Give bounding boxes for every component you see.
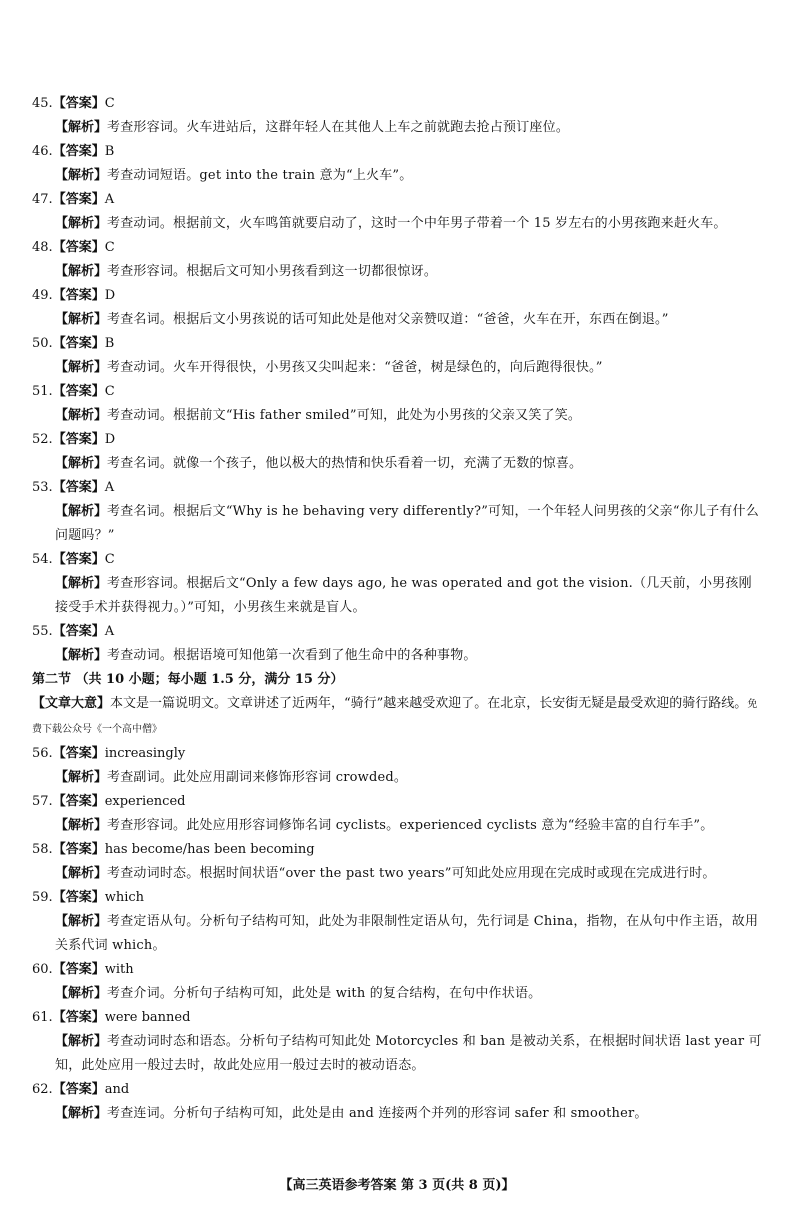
answer-tag: 【答案】 bbox=[52, 842, 105, 857]
answer-tag: 【答案】 bbox=[52, 746, 105, 761]
analysis-text: 考查名词。根据后文小男孩说的话可知此处是他对父亲赞叹道：“爸爸，火车在开，东西在倒退。” bbox=[107, 312, 669, 327]
answer-item bbox=[32, 886, 764, 958]
analysis-tag: 【解析】 bbox=[55, 120, 108, 135]
answer-item bbox=[32, 236, 764, 284]
analysis-tag: 【解析】 bbox=[55, 312, 108, 327]
summary-tag: 【文章大意】 bbox=[32, 696, 111, 711]
question-number: 53. bbox=[32, 480, 53, 495]
question-number: 52. bbox=[32, 432, 53, 447]
analysis-line bbox=[32, 308, 764, 332]
section-two bbox=[32, 668, 764, 742]
answer-item bbox=[32, 1006, 764, 1078]
answer-line bbox=[32, 838, 764, 862]
analysis-line bbox=[32, 500, 764, 548]
analysis-tag: 【解析】 bbox=[55, 408, 108, 423]
answer-value: D bbox=[104, 432, 116, 447]
question-number: 56. bbox=[32, 746, 53, 761]
analysis-tag: 【解析】 bbox=[55, 168, 108, 183]
answer-value: D bbox=[104, 288, 116, 303]
analysis-tag: 【解析】 bbox=[55, 818, 108, 833]
answer-item bbox=[32, 284, 764, 332]
question-number: 47. bbox=[32, 192, 53, 207]
answer-item bbox=[32, 790, 764, 838]
answer-line bbox=[32, 92, 764, 116]
analysis-text: 考查形容词。火车进站后，这群年轻人在其他人上车之前就跑去抢占预订座位。 bbox=[107, 120, 570, 135]
answer-value: B bbox=[104, 336, 115, 351]
answer-tag: 【答案】 bbox=[52, 1082, 105, 1097]
analysis-line bbox=[32, 356, 764, 380]
section-title: 第二节 （共 10 小题；每小题 1.5 分，满分 15 分） bbox=[32, 672, 344, 687]
answer-tag: 【答案】 bbox=[52, 552, 105, 567]
analysis-tag: 【解析】 bbox=[55, 504, 108, 519]
analysis-line bbox=[32, 404, 764, 428]
answer-item bbox=[32, 548, 764, 620]
answer-line bbox=[32, 476, 764, 500]
answer-item bbox=[32, 476, 764, 548]
answer-value: with bbox=[104, 962, 134, 977]
analysis-text: 考查动词时态。根据时间状语“over the past two years”可知此处应用现在完成时或现在完成进行时。 bbox=[107, 866, 716, 881]
analysis-tag: 【解析】 bbox=[55, 1034, 108, 1049]
answer-tag: 【答案】 bbox=[52, 1010, 105, 1025]
answer-line bbox=[32, 620, 764, 644]
answer-item bbox=[32, 620, 764, 668]
answer-item bbox=[32, 742, 764, 790]
analysis-text: 考查副词。此处应用副词来修饰形容词 crowded。 bbox=[107, 770, 408, 785]
answer-line bbox=[32, 188, 764, 212]
answer-line bbox=[32, 742, 764, 766]
question-number: 49. bbox=[32, 288, 53, 303]
answer-line bbox=[32, 886, 764, 910]
analysis-text: 考查动词。根据前文“His father smiled”可知，此处为小男孩的父亲又笑了笑。 bbox=[107, 408, 582, 423]
answer-value: were banned bbox=[104, 1010, 191, 1025]
analysis-tag: 【解析】 bbox=[55, 264, 108, 279]
answer-tag: 【答案】 bbox=[52, 336, 105, 351]
answer-value: increasingly bbox=[104, 746, 186, 761]
answer-value: B bbox=[104, 144, 115, 159]
answer-line bbox=[32, 236, 764, 260]
answer-line bbox=[32, 958, 764, 982]
answer-tag: 【答案】 bbox=[52, 794, 105, 809]
analysis-text: 考查名词。根据后文“Why is he behaving very differently?”可知，一个年轻人问男孩的父亲“你儿子有什么问题吗？” bbox=[55, 504, 759, 543]
answer-item bbox=[32, 188, 764, 236]
answer-tag: 【答案】 bbox=[52, 96, 105, 111]
answer-list-part1 bbox=[32, 92, 764, 668]
answer-tag: 【答案】 bbox=[52, 192, 105, 207]
answer-value: A bbox=[104, 192, 115, 207]
article-summary bbox=[32, 692, 764, 742]
analysis-tag: 【解析】 bbox=[55, 1106, 108, 1121]
analysis-tag: 【解析】 bbox=[55, 648, 108, 663]
analysis-line bbox=[32, 212, 764, 236]
analysis-tag: 【解析】 bbox=[55, 914, 108, 929]
analysis-tag: 【解析】 bbox=[55, 986, 108, 1001]
analysis-text: 考查动词。根据前文，火车鸣笛就要启动了，这时一个中年男子带着一个 15 岁左右的小男孩跑来赶火车。 bbox=[107, 216, 727, 231]
analysis-line bbox=[32, 260, 764, 284]
answer-line bbox=[32, 332, 764, 356]
answer-tag: 【答案】 bbox=[52, 480, 105, 495]
answer-line bbox=[32, 548, 764, 572]
analysis-tag: 【解析】 bbox=[55, 456, 108, 471]
question-number: 54. bbox=[32, 552, 53, 567]
answer-tag: 【答案】 bbox=[52, 384, 105, 399]
answer-value: C bbox=[104, 552, 115, 567]
question-number: 61. bbox=[32, 1010, 53, 1025]
answer-line bbox=[32, 1078, 764, 1102]
analysis-text: 考查介词。分析句子结构可知，此处是 with 的复合结构，在句中作状语。 bbox=[107, 986, 542, 1001]
question-number: 57. bbox=[32, 794, 53, 809]
answer-item bbox=[32, 140, 764, 188]
answer-line bbox=[32, 790, 764, 814]
analysis-line bbox=[32, 862, 764, 886]
question-number: 60. bbox=[32, 962, 53, 977]
question-number: 62. bbox=[32, 1082, 53, 1097]
answer-line bbox=[32, 380, 764, 404]
answer-value: A bbox=[104, 480, 115, 495]
analysis-text: 考查动词。火车开得很快，小男孩又尖叫起来：“爸爸，树是绿色的，向后跑得很快。” bbox=[107, 360, 603, 375]
question-number: 51. bbox=[32, 384, 53, 399]
answer-line bbox=[32, 140, 764, 164]
answer-value: has become/has been becoming bbox=[104, 842, 315, 857]
analysis-line bbox=[32, 1030, 764, 1078]
question-number: 59. bbox=[32, 890, 53, 905]
question-number: 55. bbox=[32, 624, 53, 639]
analysis-line bbox=[32, 814, 764, 838]
analysis-text: 考查名词。就像一个孩子，他以极大的热情和快乐看着一切，充满了无数的惊喜。 bbox=[107, 456, 583, 471]
analysis-text: 考查形容词。根据后文“Only a few days ago, he was operated and got the vision.（几天前，小男孩刚接受手术并获得视力。）”可知，小男孩生来就是盲人。 bbox=[55, 576, 752, 615]
answer-line bbox=[32, 284, 764, 308]
analysis-line bbox=[32, 1102, 764, 1126]
answer-line bbox=[32, 1006, 764, 1030]
answer-value: A bbox=[104, 624, 115, 639]
answer-value: experienced bbox=[104, 794, 186, 809]
answer-tag: 【答案】 bbox=[52, 624, 105, 639]
summary-text: 本文是一篇说明文。文章讲述了近两年，“骑行”越来越受欢迎了。在北京，长安街无疑是最受欢迎的骑行路线。 bbox=[110, 696, 748, 711]
analysis-tag: 【解析】 bbox=[55, 866, 108, 881]
answer-value: C bbox=[104, 96, 115, 111]
analysis-line bbox=[32, 116, 764, 140]
answer-tag: 【答案】 bbox=[52, 890, 105, 905]
answer-tag: 【答案】 bbox=[52, 962, 105, 977]
analysis-text: 考查连词。分析句子结构可知，此处是由 and 连接两个并列的形容词 safer 和 smoother。 bbox=[107, 1106, 648, 1121]
answer-item bbox=[32, 958, 764, 1006]
answer-tag: 【答案】 bbox=[52, 240, 105, 255]
analysis-text: 考查定语从句。分析句子结构可知，此处为非限制性定语从句，先行词是 China，指物，在从句中作主语，故用关系代词 which。 bbox=[55, 914, 759, 953]
question-number: 48. bbox=[32, 240, 53, 255]
answer-value: which bbox=[104, 890, 145, 905]
analysis-line bbox=[32, 572, 764, 620]
analysis-text: 考查形容词。根据后文可知小男孩看到这一切都很惊讶。 bbox=[107, 264, 438, 279]
answer-item bbox=[32, 332, 764, 380]
analysis-line bbox=[32, 644, 764, 668]
answer-value: and bbox=[104, 1082, 130, 1097]
answer-item bbox=[32, 428, 764, 476]
analysis-tag: 【解析】 bbox=[55, 360, 108, 375]
analysis-tag: 【解析】 bbox=[55, 216, 108, 231]
question-number: 58. bbox=[32, 842, 53, 857]
analysis-tag: 【解析】 bbox=[55, 770, 108, 785]
ad-text: 免费下载公众号《一个高中僧》 bbox=[32, 699, 758, 735]
question-number: 46. bbox=[32, 144, 53, 159]
analysis-text: 考查动词。根据语境可知他第一次看到了他生命中的各种事物。 bbox=[107, 648, 477, 663]
analysis-line bbox=[32, 766, 764, 790]
answer-item bbox=[32, 838, 764, 886]
answer-list-part2 bbox=[32, 742, 764, 1126]
analysis-text: 考查动词时态和语态。分析句子结构可知此处 Motorcycles 和 ban 是被动关系，在根据时间状语 last year 可知，此处应用一般过去时，故此处应用一般过去时的被动语态。 bbox=[55, 1034, 762, 1073]
analysis-text: 考查动词短语。get into the train 意为“上火车”。 bbox=[107, 168, 413, 183]
answer-item bbox=[32, 1078, 764, 1126]
answer-item bbox=[32, 92, 764, 140]
question-number: 45. bbox=[32, 96, 53, 111]
analysis-line bbox=[32, 910, 764, 958]
analysis-line bbox=[32, 452, 764, 476]
answer-value: C bbox=[104, 384, 115, 399]
page-footer: 【高三英语参考答案 第 3 页(共 8 页)】 bbox=[279, 1178, 515, 1193]
analysis-line bbox=[32, 982, 764, 1006]
answer-tag: 【答案】 bbox=[52, 144, 105, 159]
answer-tag: 【答案】 bbox=[52, 288, 105, 303]
question-number: 50. bbox=[32, 336, 53, 351]
answer-line bbox=[32, 428, 764, 452]
answer-item bbox=[32, 380, 764, 428]
analysis-line bbox=[32, 164, 764, 188]
answer-tag: 【答案】 bbox=[52, 432, 105, 447]
analysis-text: 考查形容词。此处应用形容词修饰名词 cyclists。experienced cyclists 意为“经验丰富的自行车手”。 bbox=[107, 818, 714, 833]
analysis-tag: 【解析】 bbox=[55, 576, 108, 591]
answer-value: C bbox=[104, 240, 115, 255]
